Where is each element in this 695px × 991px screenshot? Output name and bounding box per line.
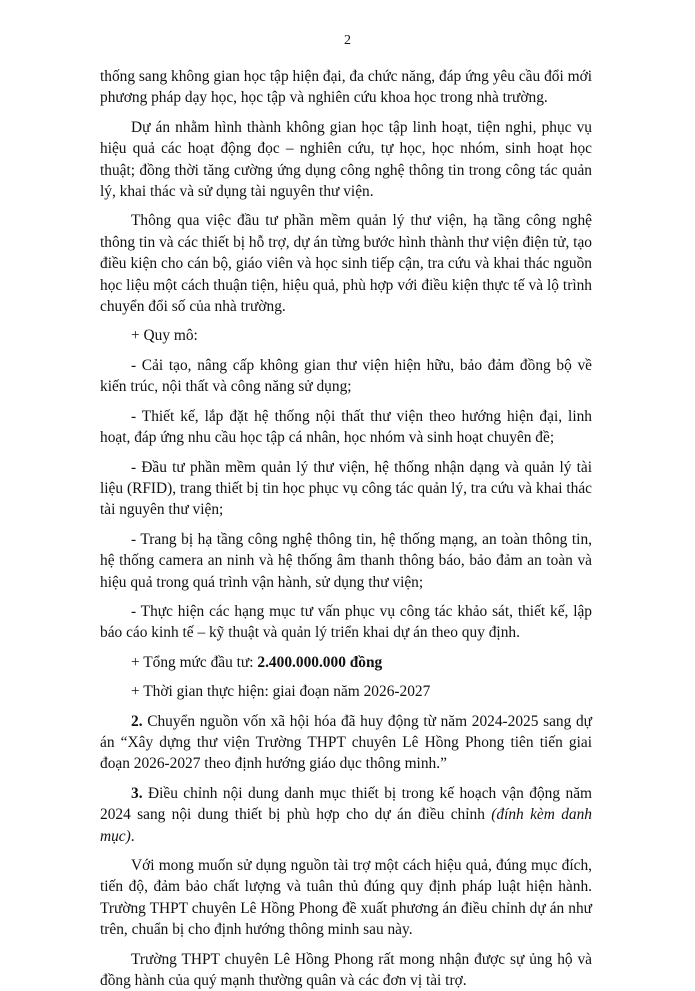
scale-item: - Đầu tư phần mềm quản lý thư viện, hệ thống nhận dạng và quản lý tài liệu (RFID), trang thiết bị tin học phục vụ công tác quản lý, tra cứu và khai thác tài nguyên thư viện; [100, 458, 592, 519]
total-investment [100, 652, 592, 673]
page-number: 2 [344, 33, 351, 48]
item-3-text: Điều chỉnh nội dung danh mục thiết bị trong kế hoạch vận động năm 2024 sang nội dung thiết bị phù hợp cho dự án điều chỉnh [100, 784, 592, 824]
investment-value: 2.400.000.000 đồng [257, 653, 383, 671]
timeline: + Thời gian thực hiện: giai đoạn năm 2026-2027 [131, 683, 431, 701]
item-2-text: Chuyển nguồn vốn xã hội hóa đã huy động từ năm 2024-2025 sang dự án “Xây dựng thư viện Trường THPT chuyên Lê Hồng Phong tiên tiến giai đoạn 2026-2027 theo định hướng giáo dục thông minh.” [100, 712, 592, 773]
scale-item: - Thiết kế, lắp đặt hệ thống nội thất thư viện theo hướng hiện đại, linh hoạt, đáp ứng nhu cầu học tập cá nhân, học nhóm và sinh hoạt chuyên đề; [100, 407, 592, 447]
item-3-number: 3. [131, 784, 143, 802]
item-3 [100, 783, 592, 847]
paragraph-closing-proposal: Với mong muốn sử dụng nguồn tài trợ một cách hiệu quả, đúng mục đích, tiến độ, đảm bảo chất lượng và tuân thủ đúng quy định pháp luật hiện hành. Trường THPT chuyên Lê Hồng Phong đề xuất phương án điều chỉnh dự án như trên, chuẩn bị cho định hướng thông minh sau này. [100, 857, 592, 939]
item-2 [100, 711, 592, 775]
paragraph-continuation: thống sang không gian học tập hiện đại, đa chức năng, đáp ứng yêu cầu đổi mới phương pháp dạy học, học tập và nghiên cứu khoa học trong nhà trường. [100, 68, 592, 107]
document-body [100, 66, 592, 991]
scale-item: - Trang bị hạ tầng công nghệ thông tin, hệ thống mạng, an toàn thông tin, hệ thống camera an ninh và hệ thống âm thanh thông báo, bảo đảm an toàn và hiệu quả trong quá trình vận hành, sử dụng thư viện; [100, 530, 592, 591]
paragraph-closing-thanks: Trường THPT chuyên Lê Hồng Phong rất mong nhận được sự ủng hộ và đồng hành của quý mạnh thường quân và các đơn vị tài trợ. [100, 950, 592, 990]
item-3-note: (đính kèm danh mục) [100, 806, 592, 845]
investment-label: + Tổng mức đầu tư: [131, 653, 258, 671]
item-3-end: . [130, 827, 135, 845]
paragraph-project-goal: Dự án nhằm hình thành không gian học tập linh hoạt, tiện nghi, phục vụ hiệu quả các hoạt động đọc – nghiên cứu, tự học, học nhóm, sinh hoạt học thuật; đồng thời tăng cường ứng dụng công nghệ thông tin trong công tác quản lý, khai thác và sử dụng tài nguyên thư viện. [100, 118, 592, 201]
item-2-number: 2. [131, 712, 143, 730]
scale-item: - Cải tạo, nâng cấp không gian thư viện hiện hữu, bảo đảm đồng bộ về kiến trúc, nội thất và công năng sử dụng; [100, 356, 592, 396]
scale-item: - Thực hiện các hạng mục tư vấn phục vụ công tác khảo sát, thiết kế, lập báo cáo kinh tế – kỹ thuật và quản lý triển khai dự án theo quy định. [100, 602, 592, 642]
scale-heading: + Quy mô: [131, 327, 198, 345]
paragraph-digital-library: Thông qua việc đầu tư phần mềm quản lý thư viện, hạ tầng công nghệ thông tin và các thiết bị hỗ trợ, dự án từng bước hình thành thư viện điện tử, tạo điều kiện cho cán bộ, giáo viên và học sinh tiếp cận, tra cứu và khai thác nguồn học liệu một cách thuận tiện, hiệu quả, phù hợp với điều kiện thực tế và lộ trình chuyển đổi số của nhà trường. [100, 212, 592, 316]
